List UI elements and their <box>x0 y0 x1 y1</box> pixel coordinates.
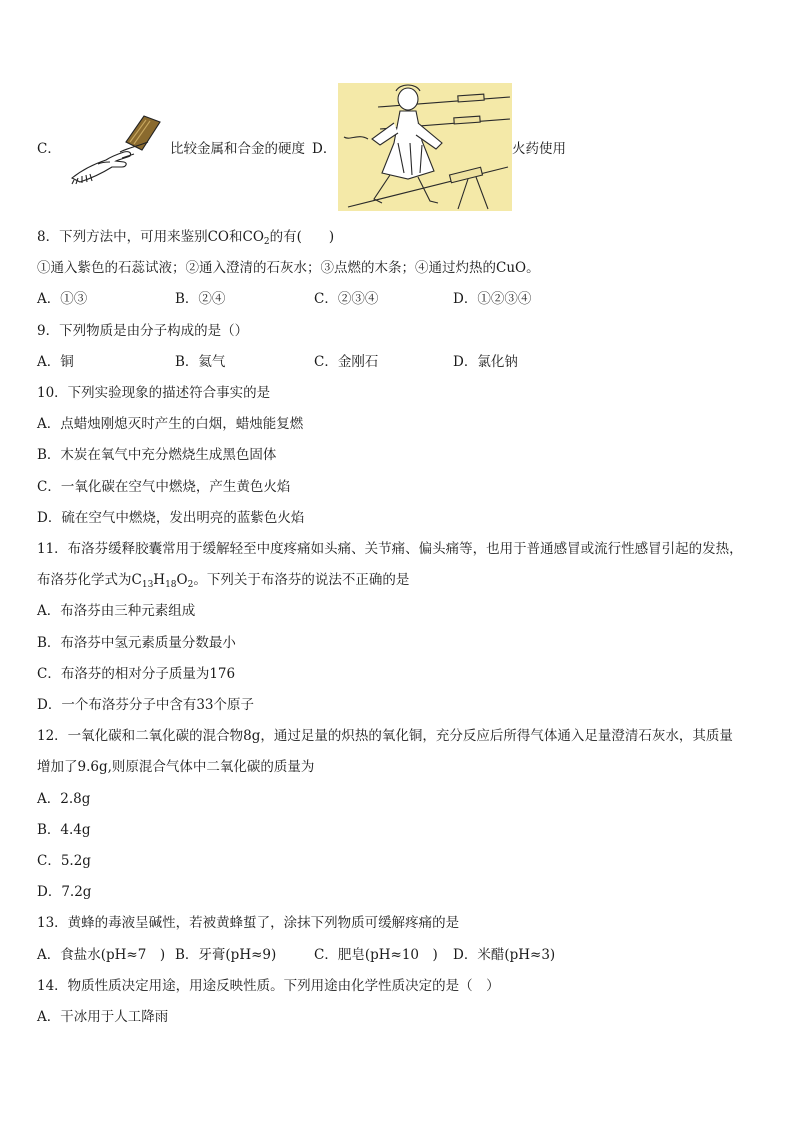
hand-scratching-metal-icon <box>68 112 168 186</box>
question-10-option-d: D．硫在空气中燃烧，发出明亮的蓝紫色火焰 <box>37 510 305 526</box>
question-9-option-d: D．氯化钠 <box>453 354 518 370</box>
question-13-option-b: B．牙膏(pH≈9) <box>175 947 277 963</box>
question-9-stem: 9．下列物质是由分子构成的是（） <box>37 323 249 339</box>
question-11-option-c: C．布洛芬的相对分子质量为176 <box>37 666 236 682</box>
soldier-with-rocket-arrows-icon <box>338 83 512 211</box>
question-10-option-b: B．木炭在氧气中充分燃烧生成黑色固体 <box>37 447 277 463</box>
question-8-option-c: C．②③④ <box>314 291 379 307</box>
question-10-option-c: C．一氧化碳在空气中燃烧，产生黄色火焰 <box>37 479 291 495</box>
question-11-option-d: D．一个布洛芬分子中含有33个原子 <box>37 697 255 713</box>
question-8-option-b: B．②④ <box>175 291 226 307</box>
option-d-label: D． <box>312 141 337 157</box>
question-13-option-a: A．食盐水(pH≈7 ) <box>37 947 166 963</box>
question-14-option-a: A．干冰用于人工降雨 <box>37 1009 169 1025</box>
question-10-stem: 10．下列实验现象的描述符合事实的是 <box>37 385 271 401</box>
question-14-stem: 14．物质性质决定用途，用途反映性质。下列用途由化学性质决定的是（ ） <box>37 978 500 994</box>
question-13-stem: 13．黄蜂的毒液呈碱性，若被黄蜂蜇了，涂抹下列物质可缓解疼痛的是 <box>37 915 460 931</box>
question-11-option-b: B．布洛芬中氢元素质量分数最小 <box>37 635 236 651</box>
question-12-stem-line2: 增加了9.6g,则原混合气体中二氧化碳的质量为 <box>37 759 315 775</box>
question-9-option-a: A．铜 <box>37 354 74 370</box>
option-c-label: C． <box>37 141 61 157</box>
question-8-stem: 8．下列方法中，可用来鉴别CO和$CO_2$的有( ) <box>37 229 335 247</box>
hardness-test-picture <box>68 112 168 186</box>
gunpowder-picture <box>338 83 512 211</box>
question-12-option-c: C．5.2g <box>37 853 91 869</box>
question-13-option-c: C．肥皂(pH≈10 ) <box>314 947 438 963</box>
question-8-methods: ①通入紫色的石蕊试液；②通入澄清的石灰水；③点燃的木条；④通过灼热的CuO。 <box>37 260 540 276</box>
question-12-stem-line1: 12．一氧化碳和二氧化碳的混合物8g，通过足量的炽热的氧化铜，充分反应后所得气体通入足量澄清石灰水，其质量 <box>37 728 733 744</box>
question-11-stem-line1: 11．布洛芬缓释胶囊常用于缓解轻至中度疼痛如头痛、关节痛、偏头痛等，也用于普通感冒或流行性感冒引起的发热， <box>37 541 743 557</box>
question-9-option-b: B．氦气 <box>175 354 226 370</box>
question-10-option-a: A．点蜡烛刚熄灭时产生的白烟，蜡烛能复燃 <box>37 416 304 432</box>
question-11-option-a: A．布洛芬由三种元素组成 <box>37 603 196 619</box>
question-12-option-a: A．2.8g <box>37 791 91 807</box>
option-c-text: 比较金属和合金的硬度 <box>170 141 305 157</box>
question-9-option-c: C．金刚石 <box>314 354 379 370</box>
option-d-text: 火药使用 <box>512 141 566 157</box>
question-11-stem-line2: 布洛芬化学式为$C_{13}H_{18}O_2$。下列关于布洛芬的说法不正确的是 <box>37 572 410 590</box>
question-12-option-b: B．4.4g <box>37 822 91 838</box>
question-12-option-d: D．7.2g <box>37 884 92 900</box>
question-8-option-d: D．①②③④ <box>453 291 532 307</box>
question-8-option-a: A．①③ <box>37 291 88 307</box>
question-13-option-d: D．米醋(pH≈3) <box>453 947 556 963</box>
